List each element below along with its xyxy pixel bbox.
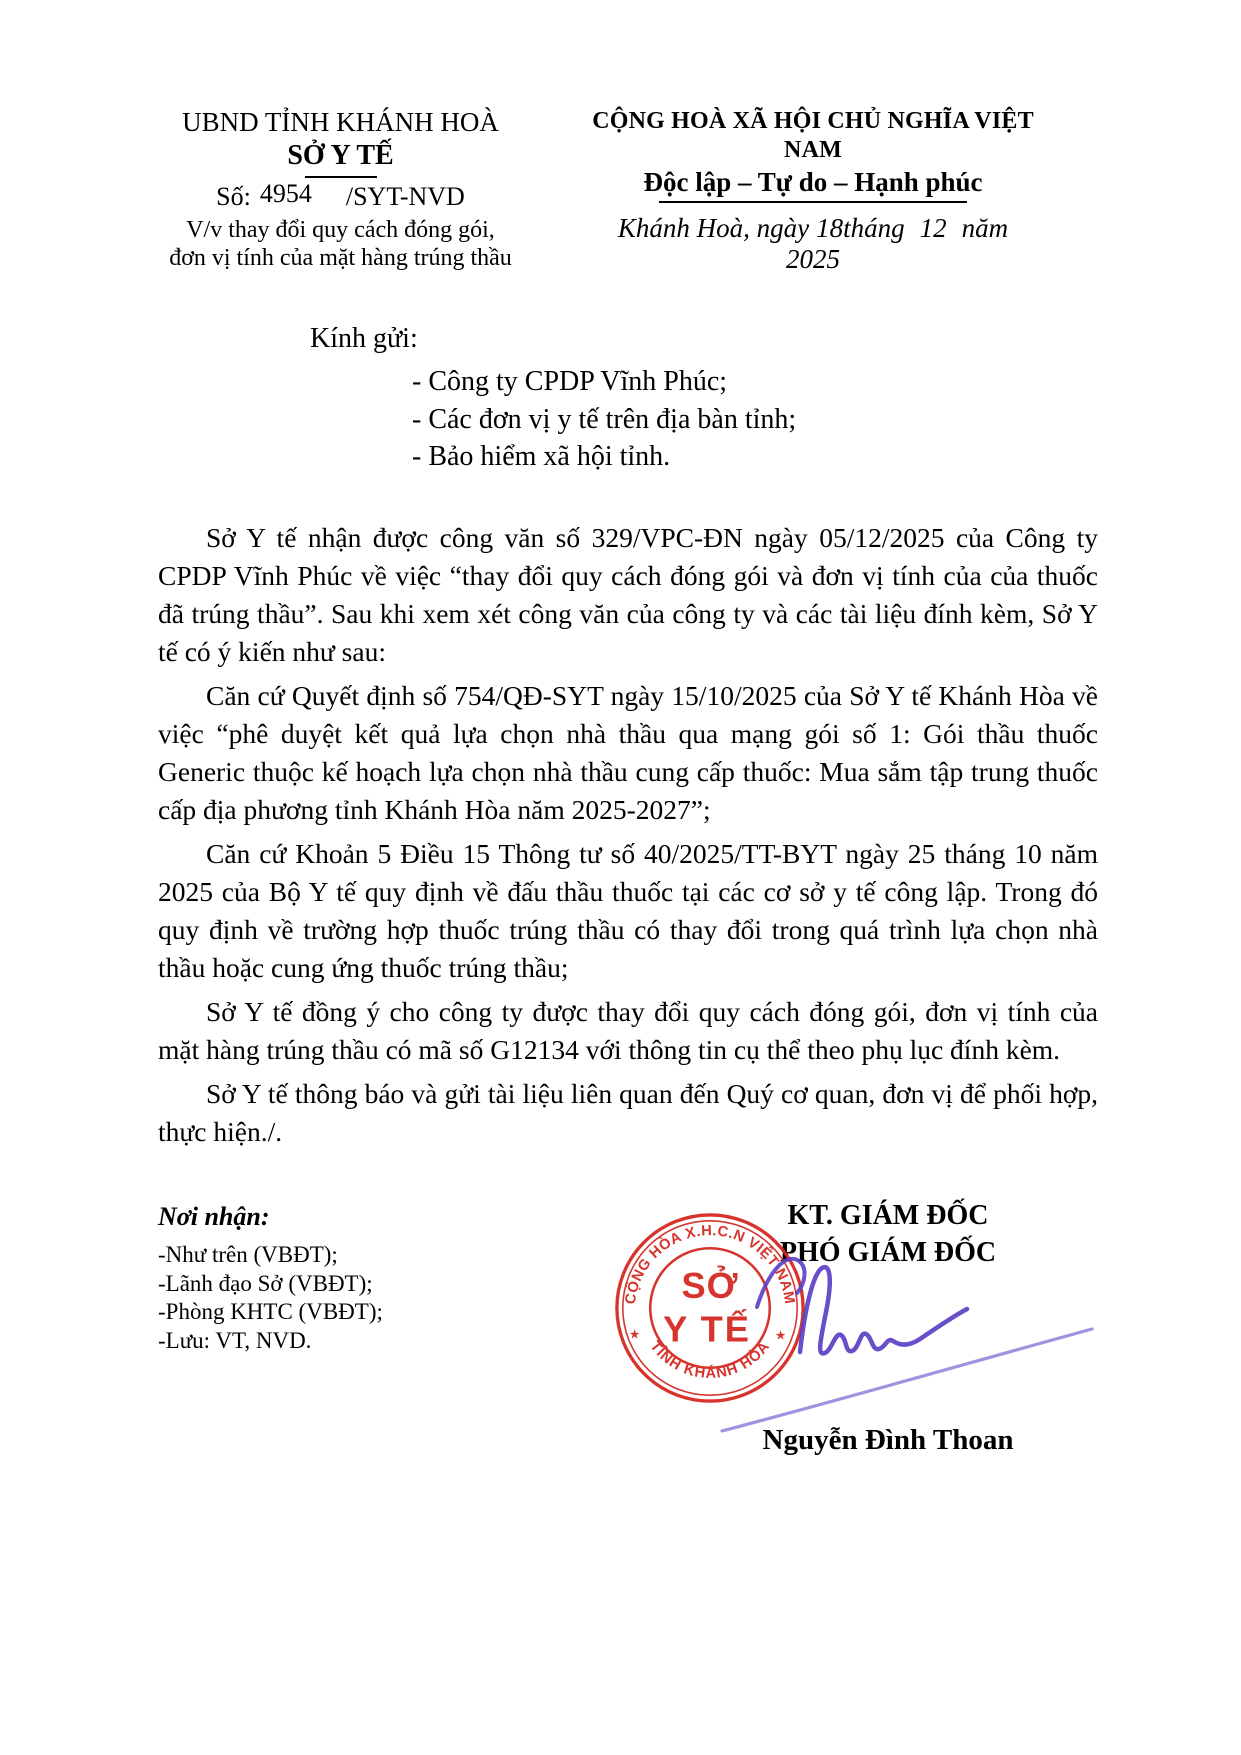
motto-underline (659, 201, 967, 203)
distribution-label: Nơi nhận: (158, 1202, 270, 1231)
document-number: 4954 (259, 179, 312, 208)
subject-line-2: đơn vị tính của mặt hàng trúng thầu (169, 245, 512, 271)
national-motto-line-1: CỘNG HOÀ XÃ HỘI CHỦ NGHĨA VIỆT NAM (592, 108, 1034, 163)
stamp-center-line-2: Y TẾ (663, 1308, 751, 1350)
date-day: 18 (816, 213, 844, 243)
stamp-star-right-icon: ★ (774, 1327, 787, 1343)
body-paragraph-5: Sở Y tế thông báo và gửi tài liệu liên quan đến Quý cơ quan, đơn vị để phối hợp, thực hiện./. (158, 1078, 1098, 1147)
date-mid: tháng (843, 213, 905, 243)
body-paragraph-2: Căn cứ Quyết định số 754/QĐ-SYT ngày 15/10/2025 của Sở Y tế Khánh Hòa về việc “phê duyệt kết quả lựa chọn nhà thầu qua mạng gói số 1: Gói thầu thuốc Generic thuộc kế hoạch lựa chọn nhà thầu cung cấp thuốc: Mua sắm tập trung thuốc cấp địa phương tỉnh Khánh Hòa năm 2025-2027”; (158, 680, 1098, 825)
subject-line-1: V/v thay đổi quy cách đóng gói, (186, 217, 495, 243)
issuer-org-underline (305, 176, 377, 178)
stamp-arc-bottom-text: TỈNH KHÁNH HÒA (646, 1338, 774, 1382)
stamp-center-line-1: SỞ (681, 1265, 739, 1307)
document-number-label: Số: (216, 182, 251, 211)
body-paragraph-1: Sở Y tế nhận được công văn số 329/VPC-ĐN ngày 05/12/2025 của Công ty CPDP Vĩnh Phúc về việc “thay đổi quy cách đóng gói và đơn vị tính của của thuốc đã trúng thầu”. Sau khi xem xét công văn của công ty và các tài liệu đính kèm, Sở Y tế có ý kiến như sau: (158, 522, 1098, 667)
recipient-item: - Công ty CPDP Vĩnh Phúc; (412, 366, 728, 397)
recipient-item: - Các đơn vị y tế trên địa bàn tỉnh; (412, 403, 797, 435)
signature-ink (610, 1238, 1110, 1443)
signature-stroke-main (800, 1267, 967, 1353)
distribution-list (158, 1241, 383, 1355)
national-motto-line-2: Độc lập – Tự do – Hạnh phúc (643, 167, 983, 197)
salutation-label: Kính gửi: (310, 323, 418, 354)
distribution-item: -Như trên (VBĐT); (158, 1242, 338, 1267)
document-number-symbol: /SYT-NVD (345, 182, 465, 211)
date-suffix: năm 2025 (786, 213, 1009, 274)
recipient-item: - Bảo hiểm xã hội tỉnh. (412, 441, 671, 472)
place-date-line (588, 213, 1038, 275)
document-number-line (118, 179, 563, 212)
national-header (588, 107, 1038, 275)
signer-title-1: KT. GIÁM ĐỐC (787, 1200, 989, 1231)
date-month: 12 (919, 213, 947, 243)
distribution-item: -Lưu: VT, NVD. (158, 1327, 312, 1353)
stamp-arc-top-text: CỘNG HÒA X.H.C.N VIỆT NAM (622, 1223, 798, 1306)
signer-name: Nguyễn Đình Thoan (762, 1424, 1014, 1456)
issuer-header (118, 106, 563, 272)
date-prefix: Khánh Hoà, ngày (617, 213, 810, 243)
letter-body (158, 519, 1098, 1157)
distribution-item: -Phòng KHTC (VBĐT); (158, 1299, 383, 1324)
recipient-list (412, 363, 796, 476)
body-paragraph-4: Sở Y tế đồng ý cho công ty được thay đổi quy cách đóng gói, đơn vị tính của mặt hàng trúng thầu có mã số G12134 với thông tin cụ thể theo phụ lục đính kèm. (158, 996, 1098, 1065)
issuer-org: SỞ Y TẾ (287, 140, 394, 171)
signer-title-2: PHÓ GIÁM ĐỐC (779, 1237, 997, 1268)
distribution-item: -Lãnh đạo Sở (VBĐT); (158, 1270, 373, 1296)
signature-stroke-flourish (757, 1259, 805, 1307)
body-paragraph-3: Căn cứ Khoản 5 Điều 15 Thông tư số 40/2025/TT-BYT ngày 25 tháng 10 năm 2025 của Bộ Y tế quy định về đấu thầu thuốc tại các cơ sở y tế công lập. Trong đó quy định về trường hợp thuốc trúng thầu có thay đổi trong quá trình lựa chọn nhà thầu hoặc cung ứng thuốc trúng thầu; (158, 838, 1098, 983)
stamp-star-left-icon: ★ (628, 1326, 641, 1342)
issuer-parent-org: UBND TỈNH KHÁNH HOÀ (182, 107, 499, 137)
